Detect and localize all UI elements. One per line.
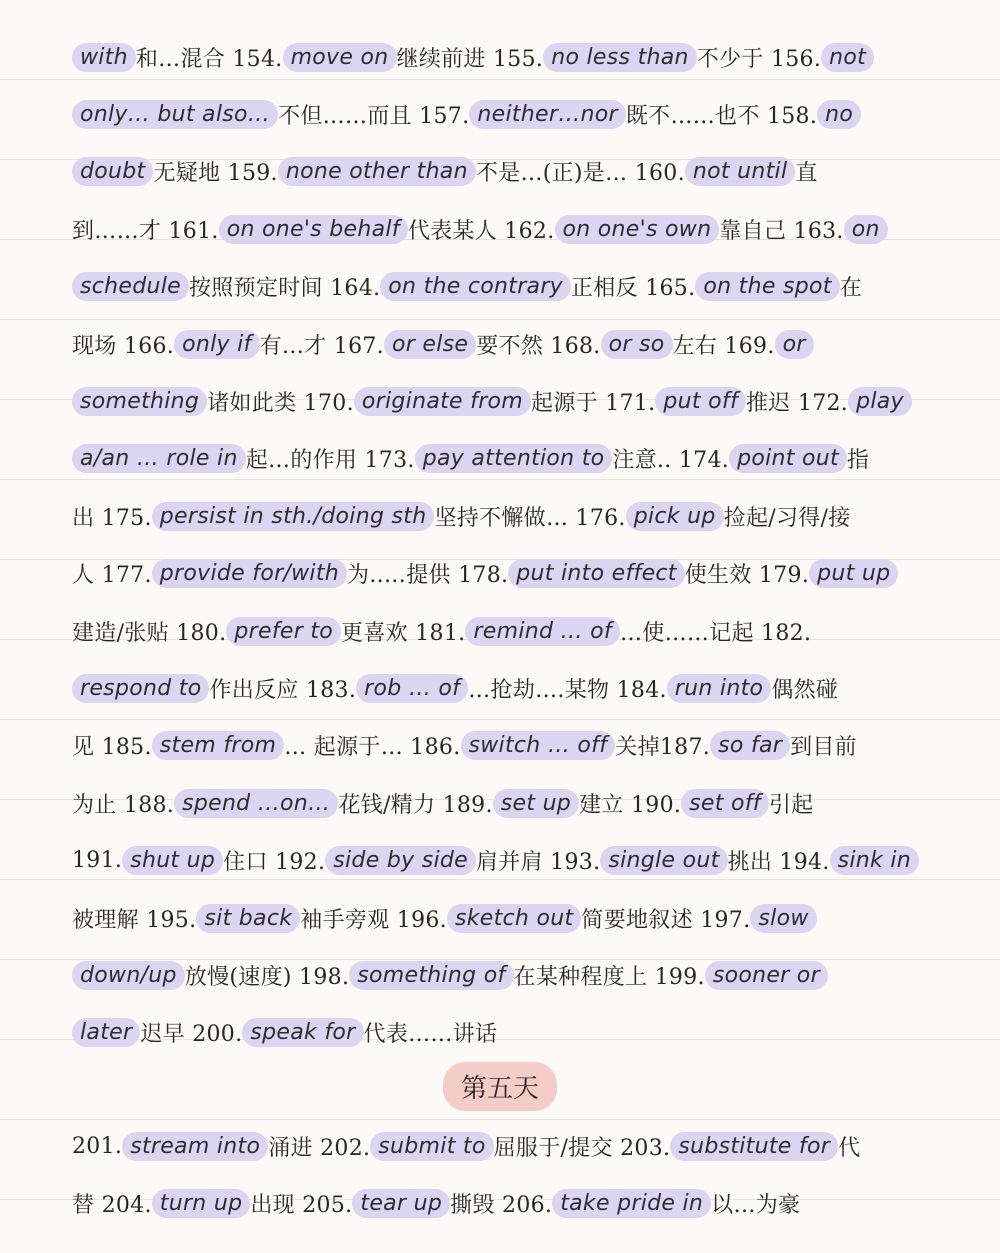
highlighted-phrase: no less than [543, 43, 697, 72]
highlighted-phrase: single out [600, 846, 727, 875]
line-text: 住口 192. [223, 850, 326, 876]
line-text: 到……才 161. [72, 218, 219, 244]
text-line [72, 1124, 930, 1168]
highlighted-phrase: something of [349, 961, 513, 990]
line-text: 屈服于/提交 203. [493, 1135, 671, 1161]
highlighted-phrase: down/up [72, 961, 185, 990]
line-text: 建立 190. [579, 792, 682, 818]
line-text: 191. [72, 848, 123, 874]
line-text: 简要地叙述 197. [581, 907, 751, 933]
line-text: 建造/张贴 180. [72, 620, 227, 646]
line-text: 放慢(速度) 198. [184, 964, 350, 990]
line-text: 肩并肩 193. [475, 850, 601, 876]
highlighted-phrase: sit back [196, 904, 300, 933]
line-text: 见 185. [72, 735, 152, 761]
line-text: 到目前 [790, 735, 857, 761]
highlighted-phrase: put up [809, 559, 898, 588]
highlighted-phrase: on the contrary [380, 272, 571, 301]
text-line [72, 1011, 930, 1055]
line-text: 按照预定时间 164. [189, 276, 381, 302]
highlighted-phrase: run into [667, 674, 771, 703]
line-text: 既不……也不 158. [625, 103, 818, 129]
line-text: 迟早 200. [140, 1022, 243, 1048]
text-line [72, 207, 930, 251]
highlighted-phrase: submit to [370, 1132, 493, 1161]
text-line [72, 379, 930, 423]
highlighted-phrase: none other than [278, 157, 476, 186]
highlighted-phrase: with [72, 43, 136, 72]
line-text: 偶然碰 [771, 677, 839, 703]
day-header [0, 1062, 1000, 1110]
line-text: 要不然 168. [476, 333, 601, 359]
highlighted-phrase: remind … of [465, 617, 620, 646]
highlighted-phrase: neither…nor [469, 100, 626, 129]
line-text: 有…才 167. [259, 333, 384, 359]
line-text: 不但……而且 157. [278, 103, 470, 129]
line-text: 使生效 179. [684, 563, 810, 589]
highlighted-phrase: put into effect [508, 559, 684, 588]
day-title: 第五天 [443, 1062, 557, 1111]
line-text: 袖手旁观 196. [300, 907, 447, 933]
text-line [72, 35, 930, 79]
line-text: …抢劫….某物 184. [468, 677, 667, 703]
highlighted-phrase: not [821, 43, 874, 72]
line-text: 替 204. [72, 1193, 152, 1218]
highlighted-phrase: set up [493, 789, 579, 818]
highlighted-phrase: on one's behalf [219, 215, 408, 244]
text-line [72, 781, 930, 825]
line-text: 为止 188. [72, 792, 175, 818]
highlighted-phrase: put off [655, 387, 746, 416]
highlighted-phrase: provide for/with [152, 559, 347, 588]
highlighted-phrase: substitute for [670, 1132, 838, 1161]
text-line [72, 666, 930, 710]
line-text: 诸如此类 170. [207, 390, 354, 416]
highlighted-phrase: not until [685, 157, 795, 186]
line-text: 起源于 171. [531, 390, 656, 416]
line-text: 挑出 194. [727, 850, 830, 876]
highlighted-phrase: spend …on… [174, 789, 338, 818]
line-text: 花钱/精力 189. [338, 792, 493, 818]
line-text: 作出反应 183. [209, 677, 357, 703]
line-text: 代 [838, 1135, 861, 1161]
line-text: 代表……讲话 [363, 1022, 498, 1048]
highlighted-phrase: point out [729, 444, 847, 473]
line-text: 撕毁 206. [450, 1193, 553, 1218]
line-text: 引起 [768, 792, 814, 818]
highlighted-phrase: tear up [352, 1189, 450, 1218]
text-line [72, 494, 930, 538]
line-text: 正相反 165. [571, 276, 696, 302]
highlighted-phrase: move on [283, 43, 397, 72]
highlighted-phrase: on one's own [555, 215, 720, 244]
line-text: 指 [846, 448, 870, 474]
text-line [72, 896, 930, 940]
line-text: 关掉187. [615, 735, 711, 761]
line-text: 现场 166. [72, 333, 175, 359]
highlighted-phrase: speak for [242, 1018, 363, 1047]
highlighted-phrase: schedule [72, 272, 189, 301]
line-text: …使……记起 182. [619, 620, 812, 646]
line-text: 注意.. 174. [612, 448, 730, 474]
highlighted-phrase: doubt [72, 157, 153, 186]
highlighted-phrase: or else [384, 330, 476, 359]
highlighted-phrase: persist in sth./doing sth [152, 502, 435, 531]
highlighted-phrase: sooner or [705, 961, 828, 990]
highlighted-phrase: on [844, 215, 888, 244]
highlighted-phrase: something [72, 387, 207, 416]
line-text: 以…为豪 [711, 1193, 801, 1218]
highlighted-phrase: shut up [122, 846, 223, 875]
text-line [72, 609, 930, 653]
line-text: 为..…提供 178. [347, 563, 509, 589]
text-line [72, 1182, 930, 1226]
highlighted-phrase: on the spot [695, 272, 839, 301]
text-line [72, 150, 930, 194]
highlighted-phrase: sink in [830, 846, 919, 875]
highlighted-phrase: slow [750, 904, 816, 933]
text-line [72, 437, 930, 481]
line-text: 在某种程度上 199. [513, 964, 705, 990]
line-text: 人 177. [72, 563, 152, 589]
highlighted-phrase: no [817, 100, 861, 129]
line-text: 左右 169. [672, 333, 775, 359]
highlighted-phrase: side by side [325, 846, 476, 875]
highlighted-phrase: a/an … role in [72, 444, 246, 473]
highlighted-phrase: play [848, 387, 912, 416]
highlighted-phrase: switch … off [461, 731, 616, 760]
line-text: 靠自己 163. [719, 218, 844, 244]
highlighted-phrase: originate from [354, 387, 531, 416]
line-text: 和…混合 154. [135, 46, 283, 72]
highlighted-phrase: respond to [72, 674, 209, 703]
highlighted-phrase: rob … of [356, 674, 468, 703]
highlighted-phrase: take pride in [552, 1189, 711, 1218]
highlighted-phrase: so far [710, 731, 790, 760]
line-text: 出现 205. [250, 1193, 353, 1218]
line-text: 代表某人 162. [407, 218, 555, 244]
text-line [72, 265, 930, 309]
line-text: 继续前进 155. [396, 46, 544, 72]
line-text: 出 175. [72, 505, 152, 531]
highlighted-phrase: sketch out [447, 904, 581, 933]
line-text: 更喜欢 181. [341, 620, 466, 646]
line-text: 涌进 202. [268, 1135, 371, 1161]
text-line [72, 724, 930, 768]
highlighted-phrase: pay attention to [415, 444, 613, 473]
line-text: 推迟 172. [746, 390, 849, 416]
text-line [72, 92, 930, 136]
line-text: 直 [795, 161, 818, 187]
highlighted-phrase: set off [681, 789, 769, 818]
text-line [72, 953, 930, 997]
line-text: 不少于 156. [696, 46, 822, 72]
line-text: 无疑地 159. [153, 161, 278, 187]
text-line [72, 322, 930, 366]
highlighted-phrase: or [775, 330, 814, 359]
line-text: 在 [839, 276, 863, 302]
text-line [72, 839, 930, 883]
line-text: 起…的作用 173. [245, 448, 415, 474]
highlighted-phrase: only… but also… [72, 100, 278, 129]
line-text: 201. [72, 1133, 123, 1159]
line-text: 被理解 195. [72, 907, 197, 933]
line-text: 不是…(正)是… 160. [475, 161, 685, 187]
line-text: … 起源于… 186. [284, 735, 461, 761]
highlighted-phrase: later [72, 1018, 140, 1047]
highlighted-phrase: or so [601, 330, 673, 359]
text-line [72, 552, 930, 596]
line-text: 坚持不懈做… 176. [434, 505, 626, 531]
highlighted-phrase: pick up [626, 502, 724, 531]
line-text: 捡起/习得/接 [723, 505, 851, 531]
highlighted-phrase: only if [174, 330, 260, 359]
highlighted-phrase: stream into [122, 1132, 268, 1161]
highlighted-phrase: stem from [152, 731, 284, 760]
highlighted-phrase: prefer to [226, 617, 341, 646]
highlighted-phrase: turn up [152, 1189, 251, 1218]
